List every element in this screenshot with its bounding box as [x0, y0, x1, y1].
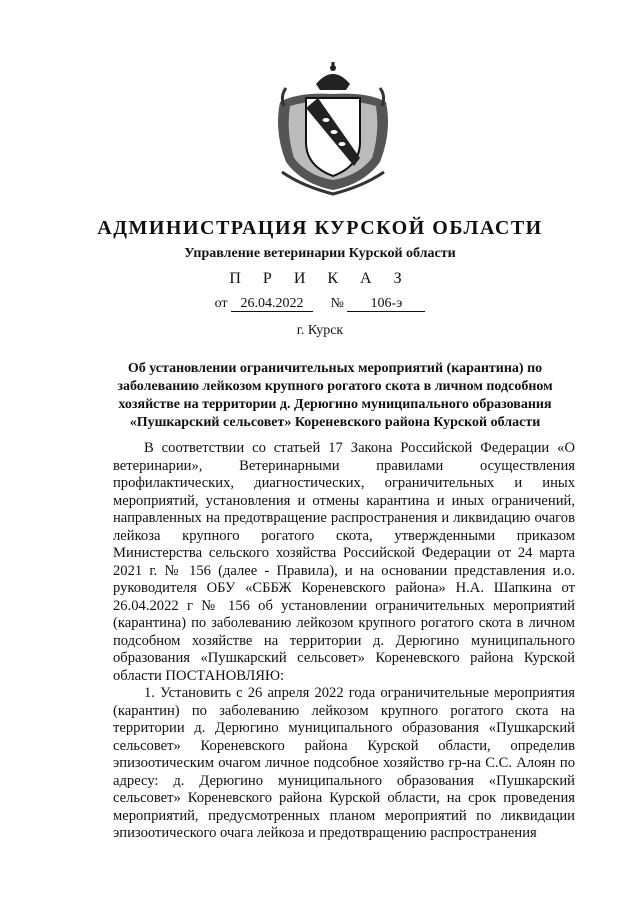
document-type: П Р И К А З — [229, 270, 411, 287]
document-date: 26.04.2022 — [231, 297, 313, 312]
organization-title: АДМИНИСТРАЦИЯ КУРСКОЙ ОБЛАСТИ — [97, 217, 543, 239]
document-body — [113, 440, 575, 843]
date-prefix: от — [214, 296, 228, 311]
document-number: 106-э — [347, 297, 425, 312]
body-paragraph: 1. Установить с 26 апреля 2022 года ограничительные мероприятия (карантин) по заболеванию лейкозом крупного рогатого скота на территории д. Дерюгино муниципального образования «Пушкарский сельсовет» Кореневского района Курской области, определив эпизоотическим очагом личное подсобное хозяйство гр-на С.С. Алоян по адресу: д. Дерюгино муниципального образования «Пушкарский сельсовет» Кореневского района Курской области, на срок проведения мероприятий, предусмотренных планом мероприятий по ликвидации эпизоотического очага лейкоза и предотвращению распространения — [113, 685, 575, 841]
department-title: Управление ветеринарии Курской области — [184, 246, 456, 261]
date-number-line — [0, 296, 640, 312]
body-paragraph: В соответствии со статьей 17 Закона Российской Федерации «О ветеринарии», Ветеринарными правилами осуществления профилактических, диагностических, ограничительных и иных мероприятий, установления и отмены карантина и иных ограничений, направленных на предотвращение распространения и ликвидацию очагов лейкоза крупного рогатого скота, утвержденными приказом Министерства сельского хозяйства Российской Федерации от 24 марта 2021 г. № 156 (далее - Правила), и на основании представления и.о. руководителя ОБУ «СББЖ Кореневского района» Н.А. Шапкина от 26.04.2022 г № 156 об установлении ограничительных мероприятий (карантина) по заболеванию лейкозом крупного рогатого скота в личном подсобном хозяйстве на территории д. Дерюгино муниципального образования «Пушкарский сельсовет» Кореневского района Курской области ПОСТАНОВЛЯЮ: — [113, 440, 575, 684]
coat-of-arms-emblem — [272, 62, 394, 196]
number-prefix: № — [330, 296, 344, 311]
city-line: г. Курск — [296, 323, 344, 338]
document-subject-title: Об установлении ограничительных мероприятий (карантина) по заболеванию лейкозом крупного рогатого скота в личном подсобном хозяйстве на территории д. Дерюгино муниципального образования «Пушкарский сельсовет» Кореневского района Курской области — [117, 361, 553, 430]
